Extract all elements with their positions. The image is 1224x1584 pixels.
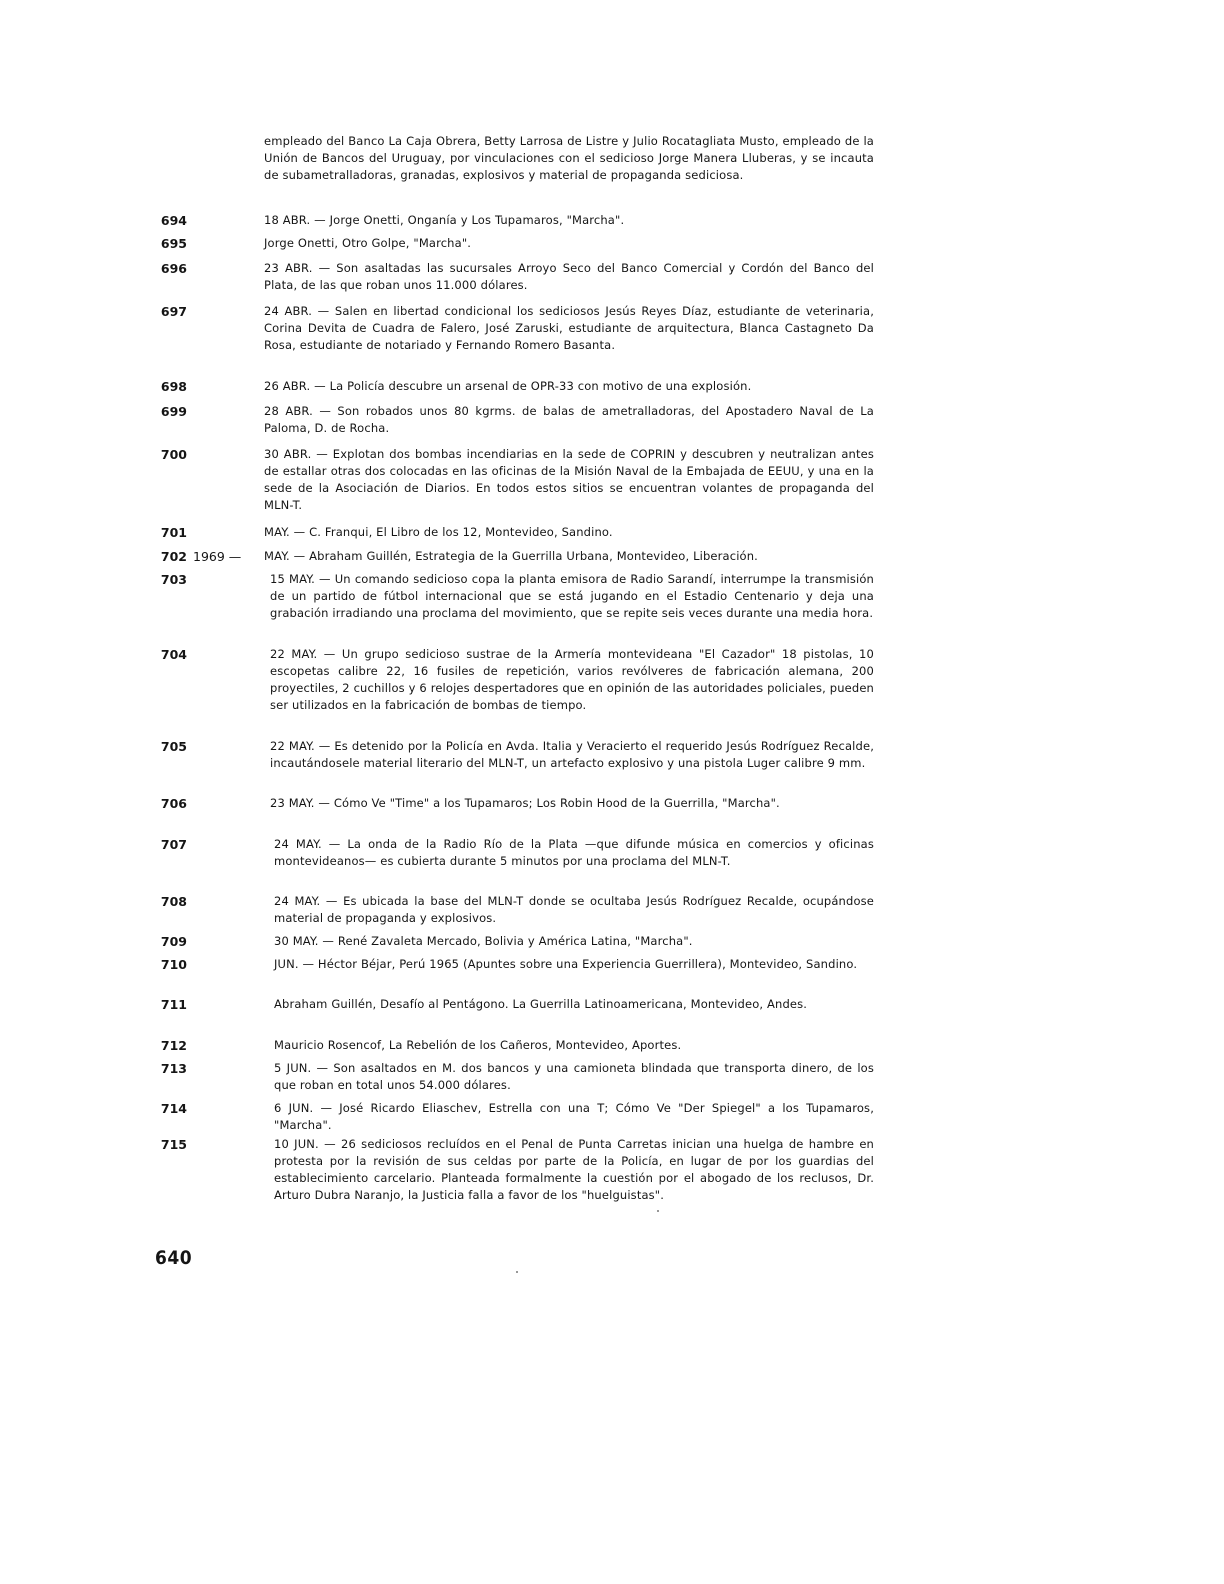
entry-text: 6 JUN. — José Ricardo Eliaschev, Estrella con una T; Cómo Ve "Der Spiegel" a los Tupamaros, "Marcha". [274,1101,874,1132]
entry-number: 713 [160,1061,187,1076]
entry-number: 714 [160,1101,187,1116]
entry-text: 23 ABR. — Son asaltadas las sucursales Arroyo Seco del Banco Comercial y Cordón del Banco del Plata, de las que roban unos 11.000 dólares. [264,261,874,292]
entry-year: 1969 — [193,549,242,564]
entry-number: 709 [160,934,187,949]
entry-text: 30 ABR. — Explotan dos bombas incendiarias en la sede de COPRIN y descubren y neutralizan antes de estallar otras dos colocadas en las oficinas de la Misión Naval de la Embajada de EEUU, y una en la sede de la Asociación de Diarios. En todos estos sitios se encuentran volantes de propaganda del MLN-T. [264,447,874,512]
entry-text: 23 MAY. — Cómo Ve "Time" a los Tupamaros; Los Robin Hood de la Guerrilla, "Marcha". [270,796,780,810]
entry-number: 695 [160,236,187,251]
entry-number: 715 [160,1137,187,1152]
entry-text: 26 ABR. — La Policía descubre un arsenal de OPR-33 con motivo de una explosión. [264,379,752,393]
entry-text: 18 ABR. — Jorge Onetti, Onganía y Los Tupamaros, "Marcha". [264,213,625,227]
entry-number: 698 [160,379,187,394]
entry-number: 706 [160,796,187,811]
entry-text: MAY. — C. Franqui, El Libro de los 12, Montevideo, Sandino. [264,525,613,539]
scan-speck [516,1271,518,1273]
scan-speck [657,1210,659,1212]
entry-number: 699 [160,404,187,419]
entry-text: 5 JUN. — Son asaltados en M. dos bancos y una camioneta blindada que transporta dinero, de los que roban en total unos 54.000 dólares. [274,1061,874,1092]
entry-number: 697 [160,304,187,319]
entry-text: 24 MAY. — Es ubicada la base del MLN-T donde se ocultaba Jesús Rodríguez Recalde, ocupándose material de propaganda y explosivos. [274,894,874,925]
entry-text: 30 MAY. — René Zavaleta Mercado, Bolivia y América Latina, "Marcha". [274,934,693,948]
entry-number: 711 [160,997,187,1012]
entry-text: MAY. — Abraham Guillén, Estrategia de la Guerrilla Urbana, Montevideo, Liberación. [264,549,758,563]
entry-number: 703 [160,572,187,587]
entry-text: 22 MAY. — Es detenido por la Policía en Avda. Italia y Veracierto el requerido Jesús Rodríguez Recalde, incautándosele material literario del MLN-T, un artefacto explosivo y una pistola Luger calibre 9 mm. [270,739,874,770]
entry-number: 712 [160,1038,187,1053]
entry-text: 15 MAY. — Un comando sedicioso copa la planta emisora de Radio Sarandí, interrumpe la transmisión de un partido de fútbol internacional que se está jugando en el Estadio Centenario y deja una grabación irradiando una proclama del movimiento, que se repite seis veces durante una media hora. [270,572,874,620]
entry-number: 708 [160,894,187,909]
entry-text: 28 ABR. — Son robados unos 80 kgrms. de balas de ametralladoras, del Apostadero Naval de La Paloma, D. de Rocha. [264,404,874,435]
entry-number: 702 [160,549,187,564]
page-number: 640 [155,1247,193,1269]
entry-text: Abraham Guillén, Desafío al Pentágono. La Guerrilla Latinoamericana, Montevideo, Andes. [274,997,808,1011]
entry-text: Jorge Onetti, Otro Golpe, "Marcha". [264,236,472,250]
entry-number: 701 [160,525,187,540]
entry-number: 710 [160,957,187,972]
entry-text: 10 JUN. — 26 sediciosos recluídos en el Penal de Punta Carretas inician una huelga de hambre en protesta por la revisión de sus celdas por parte de la Policía, en lugar de por los guardias del establecimiento carcelario. Planteada formalmente la cuestión por el abogado de los reclusos, Dr. Arturo Dubra Naranjo, la Justicia falla a favor de los "huelguistas". [274,1137,874,1202]
entry-number: 707 [160,837,187,852]
entry-text: 22 MAY. — Un grupo sedicioso sustrae de la Armería montevideana "El Cazador" 18 pistolas, 10 escopetas calibre 22, 16 fusiles de repetición, varios revólveres de fabricación alemana, 200 proyectiles, 2 cuchillos y 6 relojes despertadores que en opinión de las autoridades policiales, pueden ser utilizados en la fabricación de bombas de tiempo. [270,647,874,712]
entry-number: 700 [160,447,187,462]
entry-number: 696 [160,261,187,276]
continuation-text: empleado del Banco La Caja Obrera, Betty Larrosa de Listre y Julio Rocatagliata Musto, empleado de la Unión de Bancos del Uruguay, por vinculaciones con el sedicioso Jorge Manera Lluberas, y se incauta de subametralladoras, granadas, explosivos y material de propaganda sediciosa. [264,134,874,182]
entry-text: Mauricio Rosencof, La Rebelión de los Cañeros, Montevideo, Aportes. [274,1038,682,1052]
entry-number: 704 [160,647,187,662]
entry-text: JUN. — Héctor Béjar, Perú 1965 (Apuntes sobre una Experiencia Guerrillera), Montevideo, Sandino. [274,957,858,971]
entry-text: 24 ABR. — Salen en libertad condicional los sediciosos Jesús Reyes Díaz, estudiante de veterinaria, Corina Devita de Cuadra de Falero, José Zaruski, estudiante de arquitectura, Blanca Castagneto Da Rosa, estudiante de notariado y Fernando Romero Basanta. [264,304,874,352]
entry-number: 705 [160,739,187,754]
entry-text: 24 MAY. — La onda de la Radio Río de la Plata —que difunde música en comercios y oficinas montevideanos— es cubierta durante 5 minutos por una proclama del MLN-T. [274,837,874,868]
entry-number: 694 [160,213,187,228]
